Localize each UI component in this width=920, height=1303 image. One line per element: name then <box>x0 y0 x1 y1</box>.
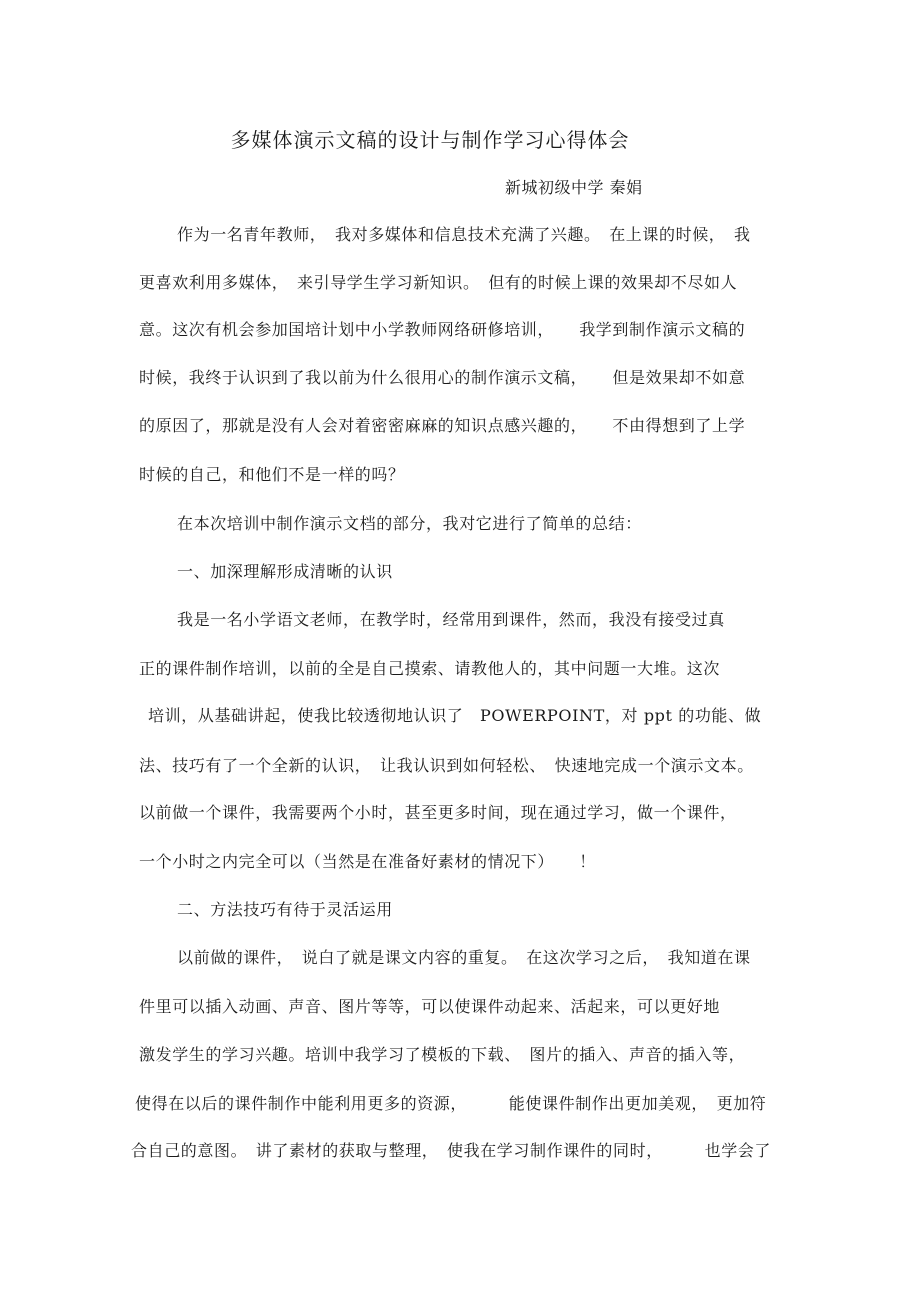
paragraph-line: 时候的自己，和他们不是一样的吗？ <box>139 465 405 484</box>
paragraph-line: 合自己的意图。 讲了素材的获取与整理， 使我在学习制作课件的同时， 也学会了 <box>131 1141 772 1160</box>
paragraph-line: 以前做一个课件，我需要两个小时，甚至更多时间，现在通过学习，做一个课件， <box>139 803 737 822</box>
paragraph-line: 的原因了，那就是没有人会对着密密麻麻的知识点感兴趣的， 不由得想到了上学 <box>139 416 746 435</box>
author-line: 新城初级中学 秦娟 <box>505 178 643 197</box>
paragraph-line: 培训，从基础讲起，使我比较透彻地认识了 POWERPOINT，对 ppt 的功能、做 <box>148 706 762 725</box>
paragraph-line: 正的课件制作培训，以前的全是自己摸索、请教他人的，其中问题一大堆。这次 <box>139 659 721 678</box>
paragraph-line: 我是一名小学语文老师，在教学时，经常用到课件，然而，我没有接受过真 <box>177 610 725 629</box>
section-heading: 一、加深理解形成清晰的认识 <box>177 562 393 581</box>
paragraph-line: 激发学生的学习兴趣。培训中我学习了模板的下载、 图片的插入、声音的插入等， <box>139 1045 746 1064</box>
paragraph-line: 更喜欢利用多媒体， 来引导学生学习新知识。 但有的时候上课的效果却不尽如人 <box>139 273 738 292</box>
section-heading: 二、方法技巧有待于灵活运用 <box>177 900 393 919</box>
document-title: 多媒体演示文稿的设计与制作学习心得体会 <box>230 128 630 152</box>
paragraph-line: 在本次培训中制作演示文档的部分，我对它进行了简单的总结： <box>177 514 642 533</box>
paragraph-line: 件里可以插入动画、声音、图片等等，可以使课件动起来、活起来，可以更好地 <box>139 997 721 1016</box>
paragraph-line: 以前做的课件， 说白了就是课文内容的重复。 在这次学习之后， 我知道在课 <box>177 948 751 967</box>
paragraph-line: 使得在以后的课件制作中能利用更多的资源， 能使课件制作出更加美观， 更加符 <box>135 1094 767 1113</box>
paragraph-line: 作为一名青年教师， 我对多媒体和信息技术充满了兴趣。 在上课的时候， 我 <box>177 225 751 244</box>
paragraph-line: 一个小时之内完全可以（当然是在准备好素材的情况下） ！ <box>139 852 596 871</box>
paragraph-line: 法、技巧有了一个全新的认识， 让我认识到如何轻松、 快速地完成一个演示文本。 <box>139 756 754 775</box>
paragraph-line: 时候，我终于认识到了我以前为什么很用心的制作演示文稿， 但是效果却不如意 <box>139 368 746 387</box>
paragraph-line: 意。这次有机会参加国培计划中小学教师网络研修培训， 我学到制作演示文稿的 <box>139 320 746 339</box>
